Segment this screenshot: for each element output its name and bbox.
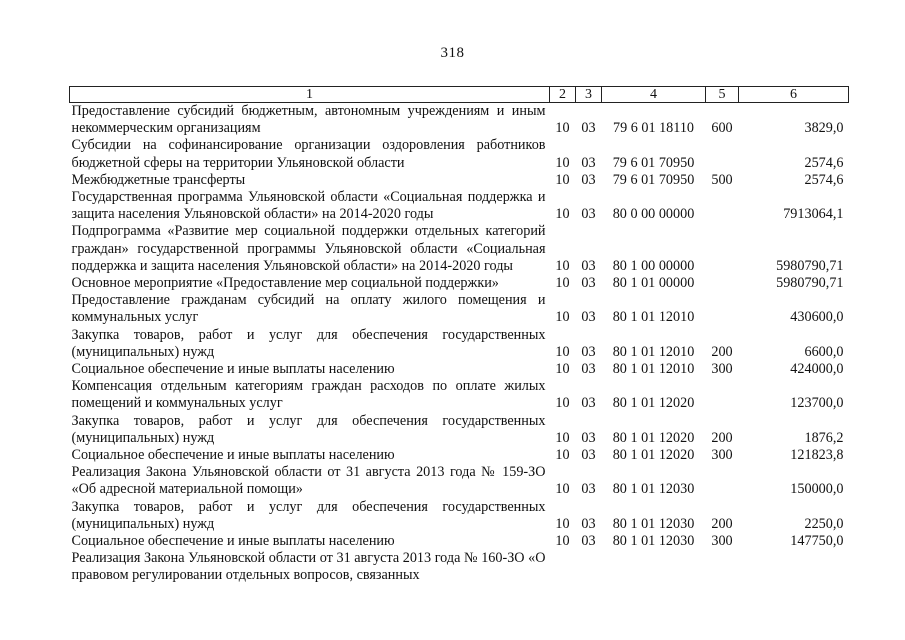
table-row bbox=[70, 275, 849, 292]
row-target-article: 80 1 01 12020 bbox=[612, 395, 695, 412]
row-amount: 6600,0 bbox=[804, 343, 844, 360]
row-subsection: 03 bbox=[581, 120, 596, 137]
table-row bbox=[70, 327, 849, 361]
row-name: Социальное обеспечение и иные выплаты населению bbox=[71, 361, 395, 378]
row-subsection: 03 bbox=[581, 447, 596, 464]
row-target-article: 80 1 01 12020 bbox=[612, 447, 695, 464]
row-amount: 2574,6 bbox=[804, 154, 844, 171]
row-target-article: 79 6 01 70950 bbox=[612, 154, 695, 171]
row-name: Реализация Закона Ульяновской области от 31 августа 2013 года № 159-ЗО «Об адресной материальной помощи» bbox=[71, 464, 546, 498]
row-name: Закупка товаров, работ и услуг для обеспечения государственных (муниципальных) нужд bbox=[71, 326, 546, 360]
row-subsection: 03 bbox=[581, 309, 596, 326]
row-target-article: 80 1 01 12030 bbox=[612, 481, 695, 498]
row-expense-type bbox=[706, 378, 739, 412]
row-target-article: 80 1 01 12010 bbox=[612, 309, 695, 326]
row-expense-type bbox=[706, 223, 739, 275]
header-col-3: 3 bbox=[576, 87, 602, 103]
row-section: 10 bbox=[555, 171, 570, 188]
table-header-row bbox=[70, 87, 849, 103]
row-expense-type bbox=[706, 189, 739, 223]
header-col-4: 4 bbox=[602, 87, 706, 103]
row-amount: 5980790,71 bbox=[776, 275, 844, 292]
row-target-article: 80 1 01 12030 bbox=[612, 515, 695, 532]
row-amount: 123700,0 bbox=[790, 395, 844, 412]
row-expense-type: 300 bbox=[711, 533, 733, 550]
row-name: Основное мероприятие «Предоставление мер социальной поддержки» bbox=[71, 275, 499, 292]
header-col-6: 6 bbox=[739, 87, 849, 103]
row-subsection: 03 bbox=[581, 257, 596, 274]
table-row bbox=[70, 413, 849, 447]
row-expense-type: 600 bbox=[711, 120, 733, 137]
row-section: 10 bbox=[555, 361, 570, 378]
row-name: Межбюджетные трансферты bbox=[71, 171, 246, 188]
table-row bbox=[70, 292, 849, 326]
row-name: Государственная программа Ульяновской области «Социальная поддержка и защита населения Ульяновской области» на 2014-2020 годы bbox=[71, 189, 546, 223]
row-target-article: 79 6 01 70950 bbox=[612, 171, 695, 188]
row-amount: 147750,0 bbox=[790, 533, 844, 550]
row-amount: 2574,6 bbox=[804, 171, 844, 188]
row-target-article: 80 0 00 00000 bbox=[612, 206, 695, 223]
row-amount: 150000,0 bbox=[790, 481, 844, 498]
row-expense-type: 200 bbox=[711, 343, 733, 360]
row-subsection: 03 bbox=[581, 395, 596, 412]
row-target-article: 80 1 01 00000 bbox=[612, 275, 695, 292]
row-name: Закупка товаров, работ и услуг для обеспечения государственных (муниципальных) нужд bbox=[71, 498, 546, 532]
row-section: 10 bbox=[555, 309, 570, 326]
row-section: 10 bbox=[555, 447, 570, 464]
row-amount: 7913064,1 bbox=[783, 206, 844, 223]
table-row bbox=[70, 447, 849, 464]
row-target-article: 80 1 01 12010 bbox=[612, 343, 695, 360]
row-name: Социальное обеспечение и иные выплаты населению bbox=[71, 447, 395, 464]
page-number: 318 bbox=[440, 45, 465, 61]
row-expense-type: 200 bbox=[711, 429, 733, 446]
table-row bbox=[70, 378, 849, 412]
row-subsection bbox=[576, 550, 602, 584]
row-section: 10 bbox=[555, 481, 570, 498]
row-name: Подпрограмма «Развитие мер социальной поддержки отдельных категорий граждан» государственной программы Ульяновской области «Социальная поддержка и защита населения Ульяновской области» на 2014-2020 годы bbox=[71, 223, 546, 274]
row-subsection: 03 bbox=[581, 206, 596, 223]
row-section: 10 bbox=[555, 154, 570, 171]
row-section: 10 bbox=[555, 120, 570, 137]
row-section: 10 bbox=[555, 429, 570, 446]
row-expense-type bbox=[706, 292, 739, 326]
row-name: Предоставление гражданам субсидий на оплату жилого помещения и коммунальных услуг bbox=[71, 292, 546, 326]
row-amount: 121823,8 bbox=[790, 447, 844, 464]
table-row bbox=[70, 464, 849, 498]
row-name: Реализация Закона Ульяновской области от 31 августа 2013 года № 160-ЗО «О правовом регулировании отдельных вопросов, связанных bbox=[71, 550, 546, 584]
table-row bbox=[70, 137, 849, 171]
row-subsection: 03 bbox=[581, 515, 596, 532]
row-expense-type bbox=[706, 550, 739, 584]
row-amount: 1876,2 bbox=[804, 429, 844, 446]
row-expense-type: 500 bbox=[711, 171, 733, 188]
table-row bbox=[70, 189, 849, 223]
row-subsection: 03 bbox=[581, 343, 596, 360]
row-section: 10 bbox=[555, 515, 570, 532]
row-section: 10 bbox=[555, 533, 570, 550]
row-subsection: 03 bbox=[581, 154, 596, 171]
row-expense-type: 300 bbox=[711, 361, 733, 378]
row-section bbox=[550, 550, 576, 584]
row-amount: 430600,0 bbox=[790, 309, 844, 326]
row-amount: 3829,0 bbox=[804, 120, 844, 137]
row-expense-type bbox=[706, 464, 739, 498]
row-target-article bbox=[602, 550, 706, 584]
row-target-article: 80 1 01 12020 bbox=[612, 429, 695, 446]
row-subsection: 03 bbox=[581, 481, 596, 498]
row-name: Предоставление субсидий бюджетным, автономным учреждениям и иным некоммерческим организациям bbox=[71, 103, 546, 137]
row-name: Субсидии на софинансирование организации оздоровления работников бюджетной сферы на территории Ульяновской области bbox=[71, 137, 546, 171]
header-col-1: 1 bbox=[70, 87, 550, 103]
table-row bbox=[70, 550, 849, 584]
row-section: 10 bbox=[555, 206, 570, 223]
row-target-article: 80 1 00 00000 bbox=[612, 257, 695, 274]
row-amount: 424000,0 bbox=[790, 361, 844, 378]
row-target-article: 79 6 01 18110 bbox=[612, 120, 695, 137]
row-amount: 5980790,71 bbox=[776, 257, 844, 274]
table-row bbox=[70, 361, 849, 378]
header-col-2: 2 bbox=[550, 87, 576, 103]
row-target-article: 80 1 01 12010 bbox=[612, 361, 695, 378]
row-section: 10 bbox=[555, 257, 570, 274]
row-subsection: 03 bbox=[581, 171, 596, 188]
table-row bbox=[70, 223, 849, 275]
row-section: 10 bbox=[555, 275, 570, 292]
row-expense-type bbox=[706, 137, 739, 171]
row-amount bbox=[739, 550, 849, 584]
row-name: Социальное обеспечение и иные выплаты населению bbox=[71, 533, 395, 550]
row-subsection: 03 bbox=[581, 429, 596, 446]
budget-table bbox=[69, 86, 849, 585]
table-row bbox=[70, 499, 849, 533]
table-row bbox=[70, 103, 849, 138]
row-name: Компенсация отдельным категориям граждан расходов по оплате жилых помещений и коммунальных услуг bbox=[71, 378, 546, 412]
row-target-article: 80 1 01 12030 bbox=[612, 533, 695, 550]
row-section: 10 bbox=[555, 343, 570, 360]
row-expense-type bbox=[706, 275, 739, 292]
row-expense-type: 200 bbox=[711, 515, 733, 532]
table-row bbox=[70, 172, 849, 189]
table-row bbox=[70, 533, 849, 550]
row-expense-type: 300 bbox=[711, 447, 733, 464]
row-amount: 2250,0 bbox=[804, 515, 844, 532]
row-subsection: 03 bbox=[581, 361, 596, 378]
row-name: Закупка товаров, работ и услуг для обеспечения государственных (муниципальных) нужд bbox=[71, 412, 546, 446]
header-col-5: 5 bbox=[706, 87, 739, 103]
row-subsection: 03 bbox=[581, 533, 596, 550]
row-subsection: 03 bbox=[581, 275, 596, 292]
row-section: 10 bbox=[555, 395, 570, 412]
